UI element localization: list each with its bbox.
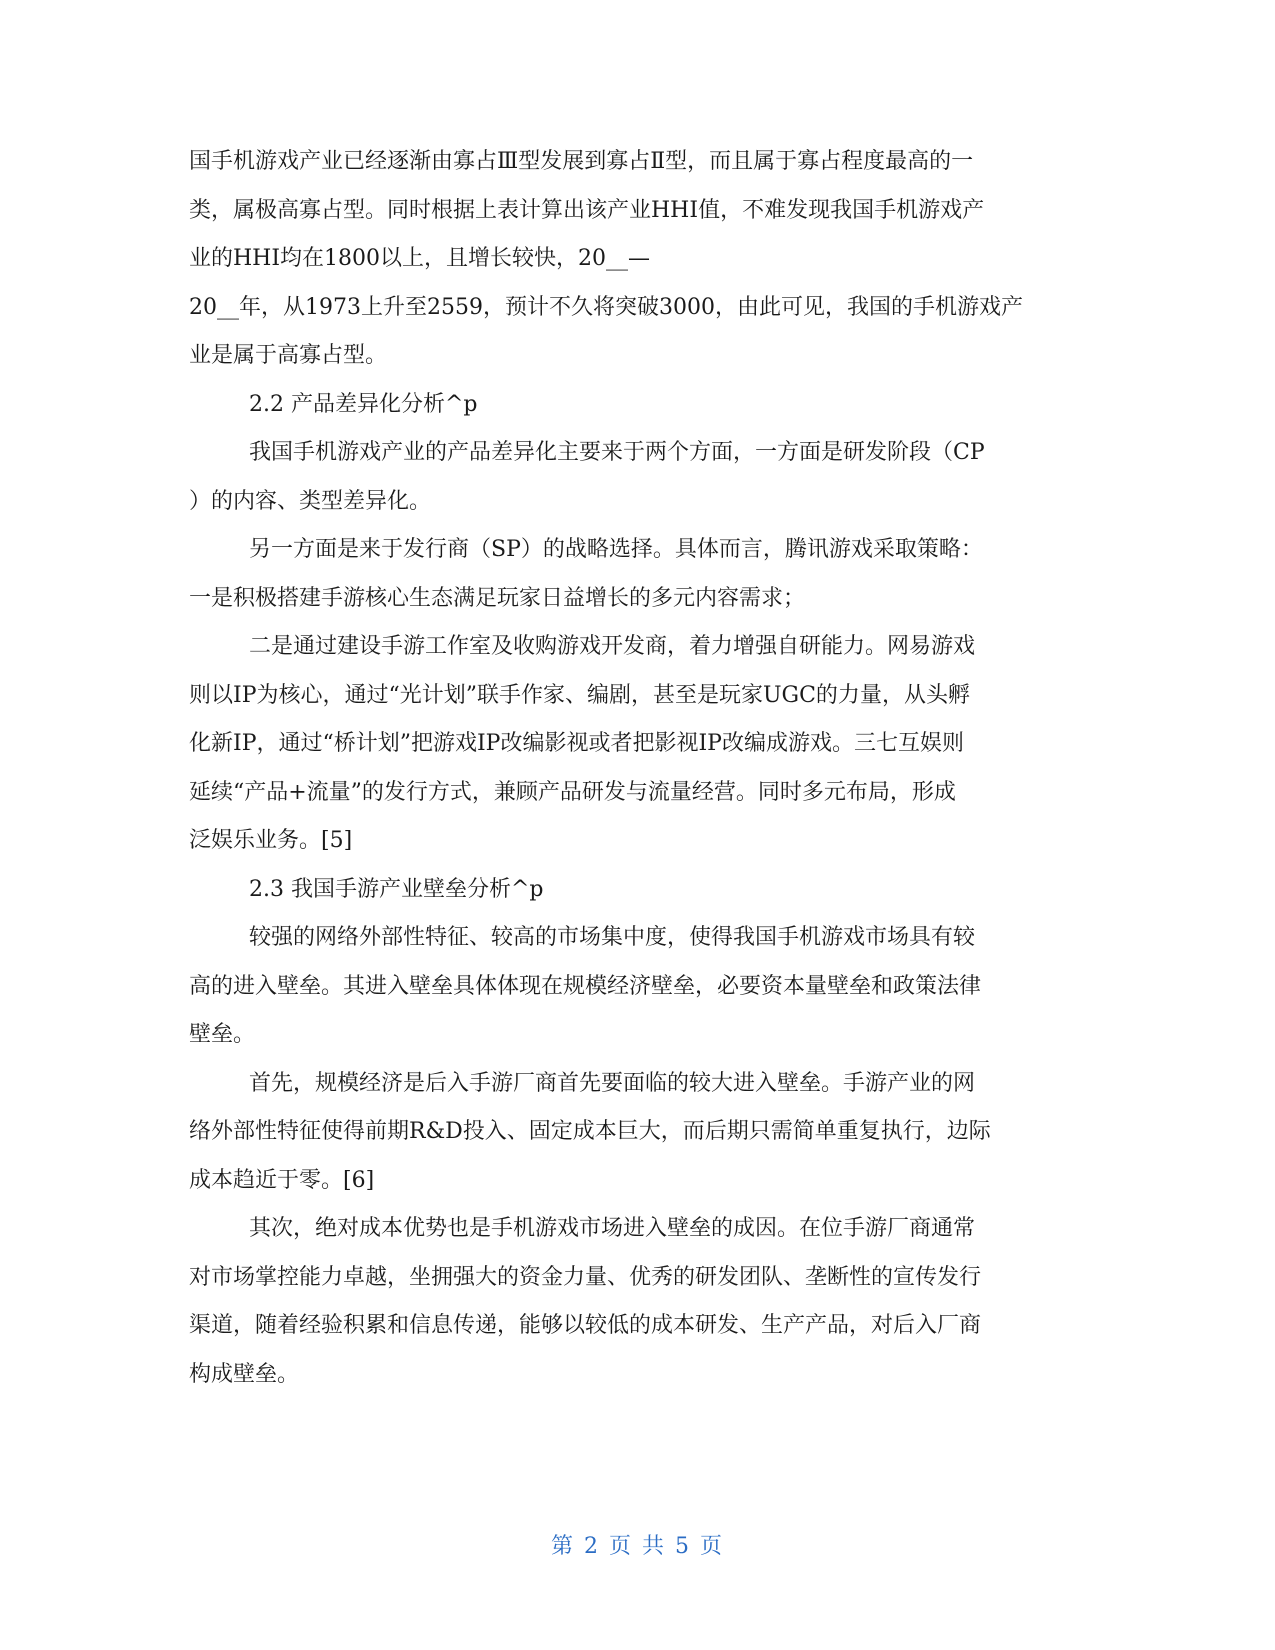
text-line: 壁垒。	[189, 1022, 256, 1047]
text-line: 成本趋近于零。[6]	[189, 1167, 375, 1193]
text-line: 业是属于高寡占型。	[189, 343, 388, 368]
text-line: 延续“产品+流量”的发行方式，兼顾产品研发与流量经营。同时多元布局，形成	[189, 779, 956, 805]
text-line: 国手机游戏产业已经逐渐由寡占Ⅲ型发展到寡占Ⅱ型，而且属于寡占程度最高的一	[189, 149, 974, 174]
body-text	[189, 138, 1089, 1399]
page-number-footer: 第 2 页 共 5 页	[551, 1534, 724, 1559]
text-line: 则以IP为核心，通过“光计划”联手作家、编剧，甚至是玩家UGC的力量，从头孵	[189, 682, 970, 708]
text-line: 其次，绝对成本优势也是手机游戏市场进入壁垒的成因。在位手游厂商通常	[249, 1216, 976, 1241]
section-heading: 2.3 我国手游产业壁垒分析^p	[249, 876, 544, 902]
section-heading: 2.2 产品差异化分析^p	[249, 391, 478, 417]
text-line: 渠道，随着经验积累和信息传递，能够以较低的成本研发、生产产品，对后入厂商	[189, 1313, 982, 1338]
text-line: 业的HHI均在1800以上，且增长较快，20__—	[189, 246, 651, 271]
text-line: 类，属极高寡占型。同时根据上表计算出该产业HHI值，不难发现我国手机游戏产	[189, 197, 985, 223]
text-line: 另一方面是来于发行商（SP）的战略选择。具体而言，腾讯游戏采取策略：	[249, 537, 983, 562]
text-line: 较强的网络外部性特征、较高的市场集中度，使得我国手机游戏市场具有较	[249, 925, 976, 950]
text-line: 高的进入壁垒。其进入壁垒具体体现在规模经济壁垒，必要资本量壁垒和政策法律	[189, 973, 982, 999]
text-line: 泛娱乐业务。[5]	[189, 828, 353, 853]
text-line: 首先，规模经济是后入手游厂商首先要面临的较大进入壁垒。手游产业的网	[249, 1070, 976, 1096]
text-line: 一是积极搭建手游核心生态满足玩家日益增长的多元内容需求；	[189, 585, 806, 611]
text-line: 化新IP，通过“桥计划”把游戏IP改编影视或者把影视IP改编成游戏。三七互娱则	[189, 731, 964, 756]
text-line: 络外部性特征使得前期R&D投入、固定成本巨大，而后期只需简单重复执行，边际	[189, 1119, 991, 1144]
text-line: 二是通过建设手游工作室及收购游戏开发商，着力增强自研能力。网易游戏	[249, 634, 976, 659]
text-line: ）的内容、类型差异化。	[189, 488, 432, 514]
text-line: 我国手机游戏产业的产品差异化主要来于两个方面，一方面是研发阶段（CP	[249, 440, 985, 465]
text-line: 20__年，从1973上升至2559，预计不久将突破3000，由此可见，我国的手机游戏产	[189, 294, 1023, 320]
text-line: 构成壁垒。	[189, 1361, 300, 1387]
text-line: 对市场掌控能力卓越，坐拥强大的资金力量、优秀的研发团队、垄断性的宣传发行	[189, 1264, 982, 1290]
